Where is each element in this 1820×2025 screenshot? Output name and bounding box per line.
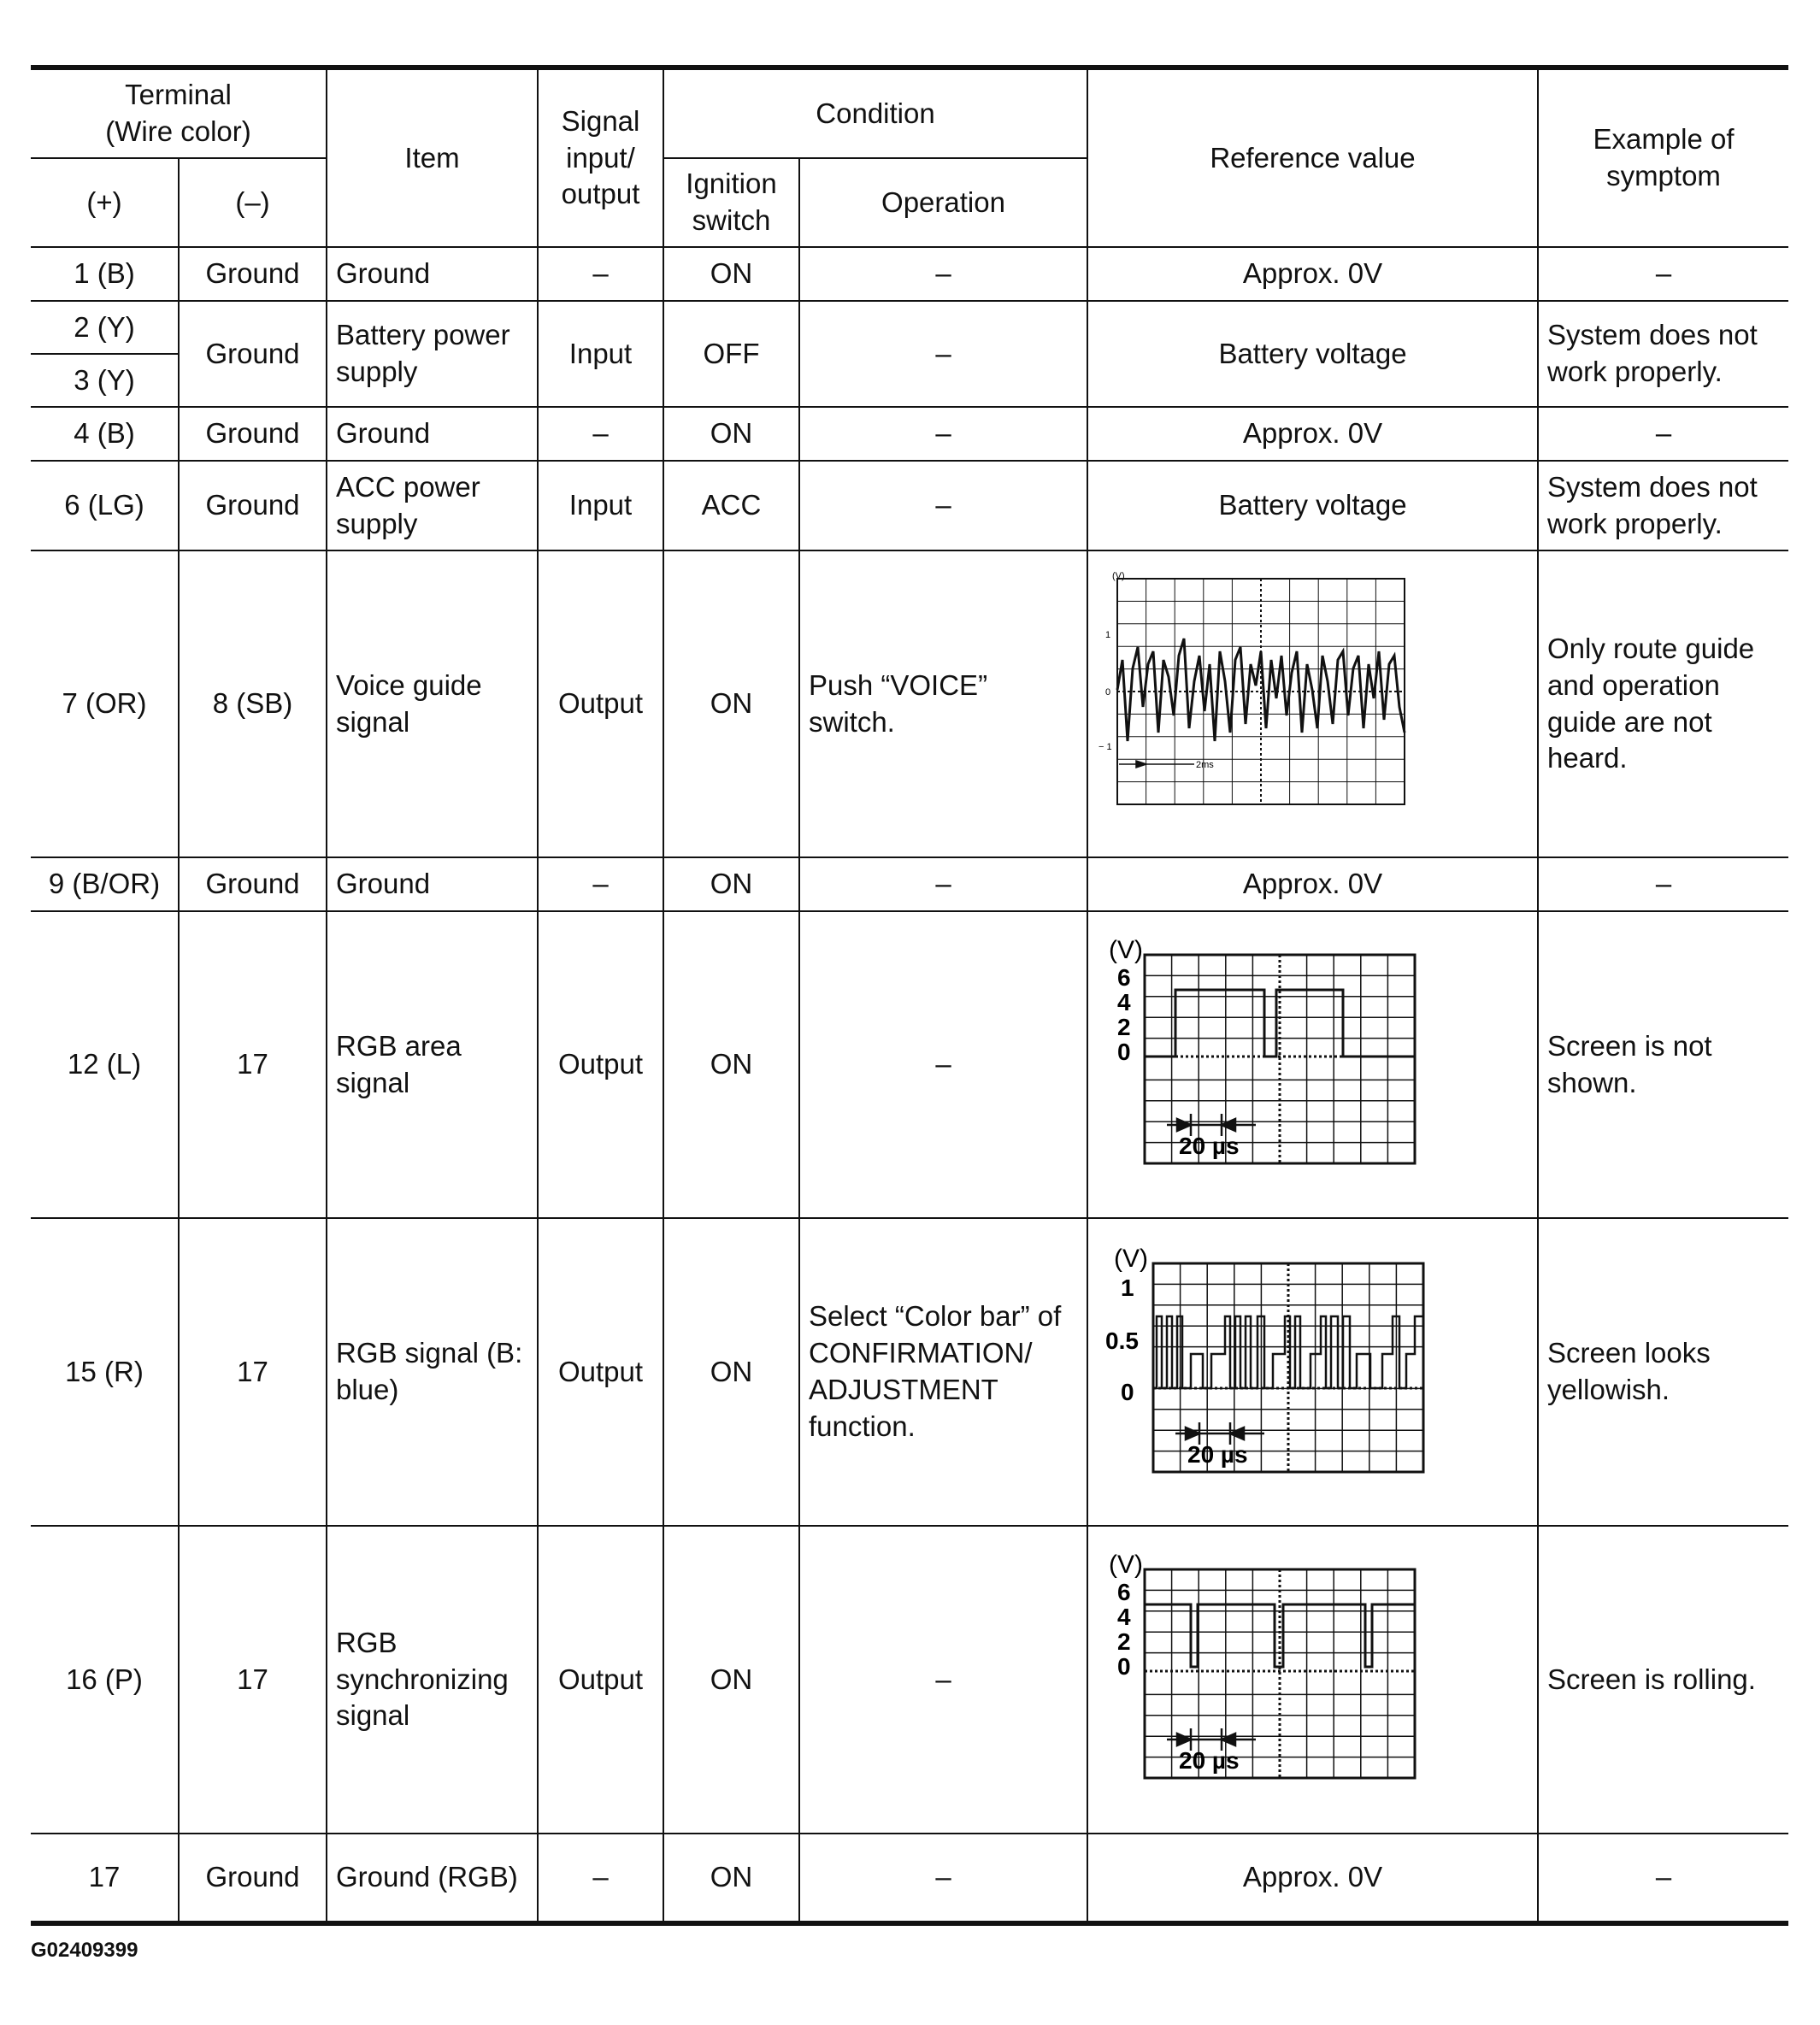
item-cell: Ground [327,857,538,911]
terminal-minus: 17 [179,911,327,1218]
symptom-cell: System does not work properly. [1538,301,1788,407]
symptom-cell: Screen is rolling. [1538,1526,1788,1834]
item-cell: Ground (RGB) [327,1834,538,1923]
terminal-plus: 3 (Y) [31,354,179,407]
signal-io-line-2: input/ [566,141,635,174]
signal-io-line-1: Signal [561,104,640,137]
ignition-cell: ON [663,1834,799,1923]
table-row [31,1526,1788,1834]
y-tick-label: 2 [1117,1628,1131,1655]
symptom-cell: Only route guide and operation guide are not heard. [1538,550,1788,857]
symptom-cell: System does not work properly. [1538,461,1788,550]
item-cell: Voice guide signal [327,550,538,857]
table-row [31,407,1788,461]
signal-io-header [538,68,663,247]
signal-io-line-3: output [561,178,640,210]
terminal-minus: 8 (SB) [179,550,327,857]
ignition-cell: ON [663,1526,799,1834]
wire-color-header-label: (Wire color) [105,115,251,147]
symptom-cell: – [1538,857,1788,911]
table-row [31,550,1788,857]
table-row [31,1218,1788,1526]
operation-cell: Push “VOICE” switch. [799,550,1087,857]
io-cell: Input [538,461,663,550]
terminal-plus: 17 [31,1834,179,1923]
ignition-cell: ACC [663,461,799,550]
voice-wave-trace [1117,639,1405,741]
ignition-cell: ON [663,550,799,857]
y-tick-label: 2 [1117,1014,1131,1040]
operation-cell: – [799,911,1087,1218]
table-row [31,911,1788,1218]
reference-cell [1087,1526,1538,1834]
wave-unit-label: (V) [1109,1551,1143,1579]
y-tick-label: 0 [1117,1039,1131,1065]
time-scale-label: 20 µs [1187,1441,1248,1468]
ignition-cell: OFF [663,301,799,407]
terminal-minus: Ground [179,247,327,301]
symptom-cell: – [1538,247,1788,301]
reference-value-header: Reference value [1087,68,1538,247]
item-cell: RGB synchronizing signal [327,1526,538,1834]
io-cell: Output [538,911,663,1218]
y-tick-label: 6 [1117,964,1131,991]
operation-cell: – [799,247,1087,301]
y-tick-label: 0.5 [1105,1327,1139,1354]
io-cell: Output [538,1526,663,1834]
ignition-header [663,158,799,247]
terminal-minus: Ground [179,1834,327,1923]
wave-unit-label: (V) [1112,571,1125,581]
time-scale-label: 2ms [1196,760,1214,770]
y-tick-label: 1 [1121,1274,1134,1301]
y-tick-label: 1 [1105,630,1111,640]
y-tick-label: 4 [1117,1604,1131,1630]
symptom-cell: – [1538,407,1788,461]
ignition-cell: ON [663,857,799,911]
ignition-cell: ON [663,247,799,301]
ignition-cell: ON [663,911,799,1218]
terminal-reference-table [31,65,1788,1926]
terminal-plus: 4 (B) [31,407,179,461]
terminal-header [31,68,327,158]
io-cell: – [538,407,663,461]
reference-cell [1087,1218,1538,1526]
operation-cell: – [799,461,1087,550]
terminal-plus: 16 (P) [31,1526,179,1834]
item-cell: ACC power supply [327,461,538,550]
table-row [31,301,1788,354]
terminal-plus: 12 (L) [31,911,179,1218]
y-tick-label: 4 [1117,989,1131,1015]
item-cell: Ground [327,247,538,301]
voice-guide-waveform [1088,551,1539,857]
plus-header: (+) [31,158,179,247]
reference-cell [1087,550,1538,857]
io-cell: Output [538,550,663,857]
y-tick-label: 0 [1105,687,1111,698]
reference-cell: Approx. 0V [1087,407,1538,461]
symptom-cell: – [1538,1834,1788,1923]
wave-unit-label: (V) [1109,936,1143,964]
terminal-minus: Ground [179,857,327,911]
terminal-plus: 1 (B) [31,247,179,301]
terminal-minus: Ground [179,407,327,461]
y-tick-label: 6 [1117,1579,1131,1605]
y-tick-label: − 1 [1098,742,1112,752]
wave-unit-label: (V) [1114,1245,1148,1273]
operation-cell: – [799,407,1087,461]
operation-cell: Select “Color bar” of CONFIRMATION/ ADJUSTMENT function. [799,1218,1087,1526]
symptom-cell: Screen looks yellowish. [1538,1218,1788,1526]
table-row [31,247,1788,301]
operation-header: Operation [799,158,1087,247]
item-header: Item [327,68,538,247]
minus-header: (–) [179,158,327,247]
symptom-cell: Screen is not shown. [1538,911,1788,1218]
reference-cell: Battery voltage [1087,301,1538,407]
operation-cell: – [799,857,1087,911]
ignition-header-line-1: Ignition [686,168,777,200]
table-row [31,1834,1788,1923]
item-cell: RGB area signal [327,911,538,1218]
item-cell: Battery power supply [327,301,538,407]
y-tick-label: 0 [1117,1653,1131,1680]
item-cell: RGB signal (B: blue) [327,1218,538,1526]
reference-cell [1087,911,1538,1218]
table-row [31,461,1788,550]
symptom-header-line-1: Example of [1593,123,1735,156]
ignition-cell: ON [663,1218,799,1526]
rgb-area-waveform [1088,912,1539,1217]
terminal-plus: 9 (B/OR) [31,857,179,911]
ignition-header-line-2: switch [692,204,771,236]
io-cell: – [538,1834,663,1923]
reference-cell: Approx. 0V [1087,247,1538,301]
table-row [31,857,1788,911]
ignition-cell: ON [663,407,799,461]
symptom-header [1538,68,1788,247]
terminal-plus: 2 (Y) [31,301,179,354]
io-cell: – [538,857,663,911]
terminal-minus: Ground [179,461,327,550]
io-cell: Output [538,1218,663,1526]
io-cell: Input [538,301,663,407]
rgb-blue-waveform [1088,1219,1539,1525]
reference-cell: Battery voltage [1087,461,1538,550]
reference-cell: Approx. 0V [1087,857,1538,911]
condition-header: Condition [663,68,1087,158]
item-cell: Ground [327,407,538,461]
terminal-minus: 17 [179,1526,327,1834]
terminal-plus: 15 (R) [31,1218,179,1526]
rgb-sync-waveform [1088,1527,1539,1833]
operation-cell: – [799,1526,1087,1834]
y-tick-label: 0 [1121,1379,1134,1405]
figure-code: G02409399 [31,1939,138,1962]
io-cell: – [538,247,663,301]
symptom-header-line-2: symptom [1606,160,1721,191]
time-scale-arrow [1119,761,1194,768]
terminal-minus: 17 [179,1218,327,1526]
time-scale-label: 20 µs [1179,1747,1240,1774]
terminal-plus: 6 (LG) [31,461,179,550]
terminal-plus: 7 (OR) [31,550,179,857]
time-scale-label: 20 µs [1179,1133,1240,1159]
operation-cell: – [799,301,1087,407]
terminal-minus: Ground [179,301,327,407]
reference-cell: Approx. 0V [1087,1834,1538,1923]
operation-cell: – [799,1834,1087,1923]
terminal-header-label: Terminal [125,79,232,111]
